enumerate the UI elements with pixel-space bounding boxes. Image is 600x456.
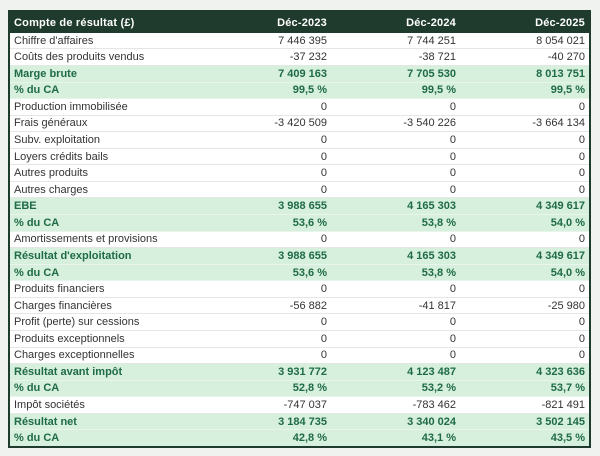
row-label: % du CA bbox=[10, 430, 202, 446]
row-value: 0 bbox=[202, 181, 331, 198]
row-value: 8 013 751 bbox=[460, 65, 589, 82]
row-value: 0 bbox=[460, 347, 589, 364]
income-statement-table bbox=[8, 10, 591, 448]
row-value: 4 349 617 bbox=[460, 248, 589, 265]
table-row bbox=[10, 115, 589, 132]
row-value: 0 bbox=[202, 148, 331, 165]
table-header-row bbox=[10, 12, 589, 33]
row-value: 3 988 655 bbox=[202, 198, 331, 215]
row-value: 3 988 655 bbox=[202, 248, 331, 265]
row-value: 0 bbox=[460, 330, 589, 347]
table-row bbox=[10, 49, 589, 66]
table-row bbox=[10, 347, 589, 364]
row-label: % du CA bbox=[10, 380, 202, 397]
row-label: Frais généraux bbox=[10, 115, 202, 132]
row-value: 0 bbox=[331, 347, 460, 364]
table-row bbox=[10, 281, 589, 298]
row-label: % du CA bbox=[10, 215, 202, 232]
row-label: Impôt sociétés bbox=[10, 397, 202, 414]
row-value: 42,8 % bbox=[202, 430, 331, 446]
row-value: 0 bbox=[202, 132, 331, 149]
table-row bbox=[10, 215, 589, 232]
row-value: -3 664 134 bbox=[460, 115, 589, 132]
row-value: 0 bbox=[460, 99, 589, 116]
income-statement bbox=[10, 12, 589, 446]
table-body bbox=[10, 33, 589, 446]
row-value: 0 bbox=[202, 314, 331, 331]
row-value: -40 270 bbox=[460, 49, 589, 66]
row-value: 53,2 % bbox=[331, 380, 460, 397]
row-value: 0 bbox=[460, 181, 589, 198]
row-label: Loyers crédits bails bbox=[10, 148, 202, 165]
row-label: Résultat d'exploitation bbox=[10, 248, 202, 265]
row-value: 7 705 530 bbox=[331, 65, 460, 82]
row-label: EBE bbox=[10, 198, 202, 215]
row-value: 4 349 617 bbox=[460, 198, 589, 215]
table-row bbox=[10, 132, 589, 149]
table-row bbox=[10, 297, 589, 314]
row-value: 0 bbox=[202, 99, 331, 116]
row-label: Production immobilisée bbox=[10, 99, 202, 116]
column-header-period: Déc-2023 bbox=[202, 12, 331, 33]
row-value: 4 165 303 bbox=[331, 198, 460, 215]
table-row bbox=[10, 314, 589, 331]
row-value: -3 420 509 bbox=[202, 115, 331, 132]
row-value: 8 054 021 bbox=[460, 33, 589, 49]
row-value: -56 882 bbox=[202, 297, 331, 314]
row-value: 0 bbox=[331, 181, 460, 198]
row-value: 0 bbox=[460, 148, 589, 165]
row-value: 3 340 024 bbox=[331, 413, 460, 430]
row-value: 0 bbox=[202, 330, 331, 347]
column-header-period: Déc-2025 bbox=[460, 12, 589, 33]
row-label: % du CA bbox=[10, 82, 202, 99]
table-row bbox=[10, 380, 589, 397]
row-label: Résultat avant impôt bbox=[10, 364, 202, 381]
row-value: 0 bbox=[202, 231, 331, 248]
row-label: Amortissements et provisions bbox=[10, 231, 202, 248]
row-value: 7 744 251 bbox=[331, 33, 460, 49]
row-value: -38 721 bbox=[331, 49, 460, 66]
table-row bbox=[10, 65, 589, 82]
row-value: 99,5 % bbox=[202, 82, 331, 99]
row-value: -821 491 bbox=[460, 397, 589, 414]
table-row bbox=[10, 364, 589, 381]
row-value: 54,0 % bbox=[460, 215, 589, 232]
column-header-period: Déc-2024 bbox=[331, 12, 460, 33]
row-label: Profit (perte) sur cessions bbox=[10, 314, 202, 331]
table-row bbox=[10, 264, 589, 281]
row-value: 99,5 % bbox=[460, 82, 589, 99]
row-value: -3 540 226 bbox=[331, 115, 460, 132]
row-value: 0 bbox=[331, 314, 460, 331]
table-row bbox=[10, 413, 589, 430]
row-value: 0 bbox=[460, 231, 589, 248]
row-label: Charges financières bbox=[10, 297, 202, 314]
row-value: 53,6 % bbox=[202, 215, 331, 232]
row-value: -41 817 bbox=[331, 297, 460, 314]
row-value: 0 bbox=[460, 314, 589, 331]
row-label: Coûts des produits vendus bbox=[10, 49, 202, 66]
row-value: 0 bbox=[331, 330, 460, 347]
row-value: 52,8 % bbox=[202, 380, 331, 397]
table-title: Compte de résultat (£) bbox=[10, 12, 202, 33]
row-value: 4 123 487 bbox=[331, 364, 460, 381]
table-row bbox=[10, 82, 589, 99]
table-row bbox=[10, 165, 589, 182]
row-value: 43,5 % bbox=[460, 430, 589, 446]
table-row bbox=[10, 430, 589, 446]
row-label: Charges exceptionnelles bbox=[10, 347, 202, 364]
row-value: 53,8 % bbox=[331, 215, 460, 232]
row-label: Produits financiers bbox=[10, 281, 202, 298]
row-value: 0 bbox=[460, 281, 589, 298]
row-value: 99,5 % bbox=[331, 82, 460, 99]
row-label: Chiffre d'affaires bbox=[10, 33, 202, 49]
row-value: 53,6 % bbox=[202, 264, 331, 281]
row-value: 0 bbox=[331, 132, 460, 149]
row-value: 0 bbox=[331, 281, 460, 298]
row-value: 53,8 % bbox=[331, 264, 460, 281]
table-row bbox=[10, 231, 589, 248]
table-row bbox=[10, 248, 589, 265]
row-value: 7 409 163 bbox=[202, 65, 331, 82]
row-label: Autres produits bbox=[10, 165, 202, 182]
row-value: 54,0 % bbox=[460, 264, 589, 281]
row-value: 0 bbox=[331, 165, 460, 182]
row-label: Autres charges bbox=[10, 181, 202, 198]
table-row bbox=[10, 181, 589, 198]
row-value: -25 980 bbox=[460, 297, 589, 314]
table-row bbox=[10, 330, 589, 347]
row-value: -783 462 bbox=[331, 397, 460, 414]
table-header bbox=[10, 12, 589, 33]
table-row bbox=[10, 148, 589, 165]
row-value: 3 931 772 bbox=[202, 364, 331, 381]
table-row bbox=[10, 99, 589, 116]
row-value: 0 bbox=[460, 132, 589, 149]
row-value: 0 bbox=[202, 281, 331, 298]
row-value: 0 bbox=[202, 165, 331, 182]
table-row bbox=[10, 33, 589, 49]
row-value: -747 037 bbox=[202, 397, 331, 414]
row-value: 0 bbox=[202, 347, 331, 364]
table-row bbox=[10, 198, 589, 215]
row-value: 43,1 % bbox=[331, 430, 460, 446]
row-value: -37 232 bbox=[202, 49, 331, 66]
row-value: 0 bbox=[331, 148, 460, 165]
row-value: 4 165 303 bbox=[331, 248, 460, 265]
row-label: Résultat net bbox=[10, 413, 202, 430]
row-value: 4 323 636 bbox=[460, 364, 589, 381]
row-value: 3 184 735 bbox=[202, 413, 331, 430]
table-row bbox=[10, 397, 589, 414]
row-label: % du CA bbox=[10, 264, 202, 281]
row-label: Produits exceptionnels bbox=[10, 330, 202, 347]
row-value: 0 bbox=[331, 99, 460, 116]
row-label: Subv. exploitation bbox=[10, 132, 202, 149]
row-value: 0 bbox=[331, 231, 460, 248]
row-value: 3 502 145 bbox=[460, 413, 589, 430]
row-value: 53,7 % bbox=[460, 380, 589, 397]
row-label: Marge brute bbox=[10, 65, 202, 82]
row-value: 0 bbox=[460, 165, 589, 182]
row-value: 7 446 395 bbox=[202, 33, 331, 49]
